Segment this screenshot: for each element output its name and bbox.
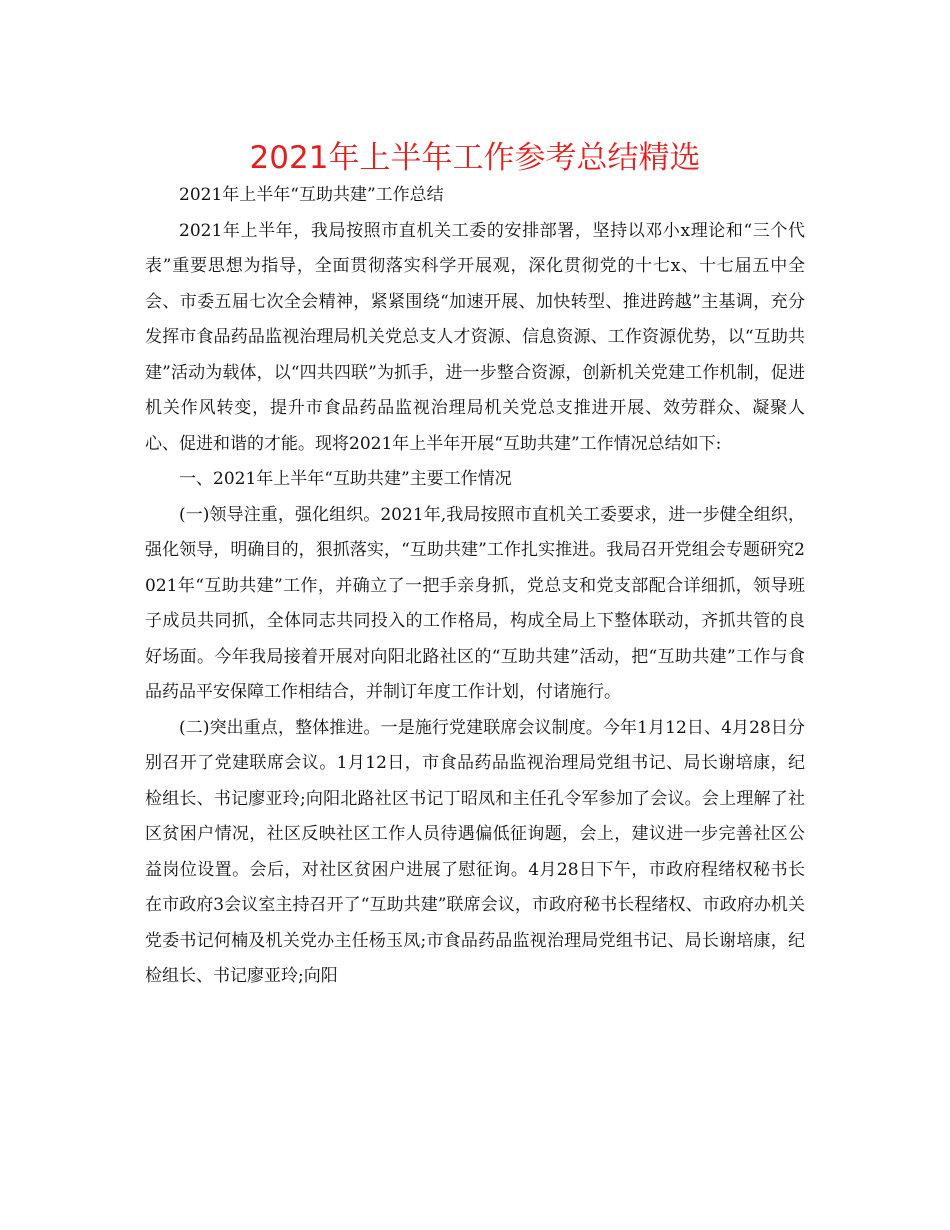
document-title: 2021年上半年工作参考总结精选 (249, 140, 701, 176)
document-body (145, 178, 805, 995)
paragraph-focus: (二)突出重点，整体推进。一是施行党建联席会议制度。今年1月12日、4月28日分别召开了党建联席会议。1月12日，市食品药品监视治理局党组书记、局长谢培康，纪检组长、书记廖亚玲;向阳北路社区书记丁昭凤和主任孔令军参加了会议。会上理解了社区贫困户情况，社区反映社区工作人员待遇偏低征询题，会上，建议进一步完善社区公益岗位设置。会后，对社区贫困户进展了慰征询。4月28日下午，市政府程绪权秘书长在市政府3会议室主持召开了“互助共建”联席会议，市政府秘书长程绪权、市政府办机关党委书记何楠及机关党办主任杨玉凤;市食品药品监视治理局党组书记、局长谢培康，纪检组长、书记廖亚玲;向阳 (145, 717, 805, 986)
paragraph-heading: 2021年上半年“互助共建”工作总结 (179, 185, 444, 205)
paragraph-intro: 2021年上半年，我局按照市直机关工委的安排部署，坚持以邓小x理论和“三个代表”重要思想为指导，全面贯彻落实科学开展观，深化贯彻党的十七x、十七届五中全会、市委五届七次全会精神，紧紧围绕“加速开展、加快转型、推进跨越”主基调，充分发挥市食品药品监视治理局机关党总支人才资源、信息资源、工作资源优势，以“互助共建”活动为载体，以“四共四联”为抓手，进一步整合资源，创新机关党建工作机制，促进机关作风转变，提升市食品药品监视治理局机关党总支推进开展、效劳群众、凝聚人心、促进和谐的才能。现将2021年上半年开展“互助共建”工作情况总结如下: (145, 220, 805, 454)
section-heading: 一、2021年上半年“互助共建”主要工作情况 (179, 469, 512, 489)
paragraph-leadership: (一)领导注重，强化组织。2021年,我局按照市直机关工委要求，进一步健全组织，强化领导，明确目的，狠抓落实，“互助共建”工作扎实推进。我局召开党组会专题研究2021年“互助共建”工作，并确立了一把手亲身抓，党总支和党支部配合详细抓，领导班子成员共同抓，全体同志共同投入的工作格局，构成全局上下整体联动，齐抓共管的良好场面。今年我局接着开展对向阳北路社区的“互助共建”活动，把“互助共建”工作与食品药品平安保障工作相结合，并制订年度工作计划，付诸施行。 (145, 504, 805, 702)
